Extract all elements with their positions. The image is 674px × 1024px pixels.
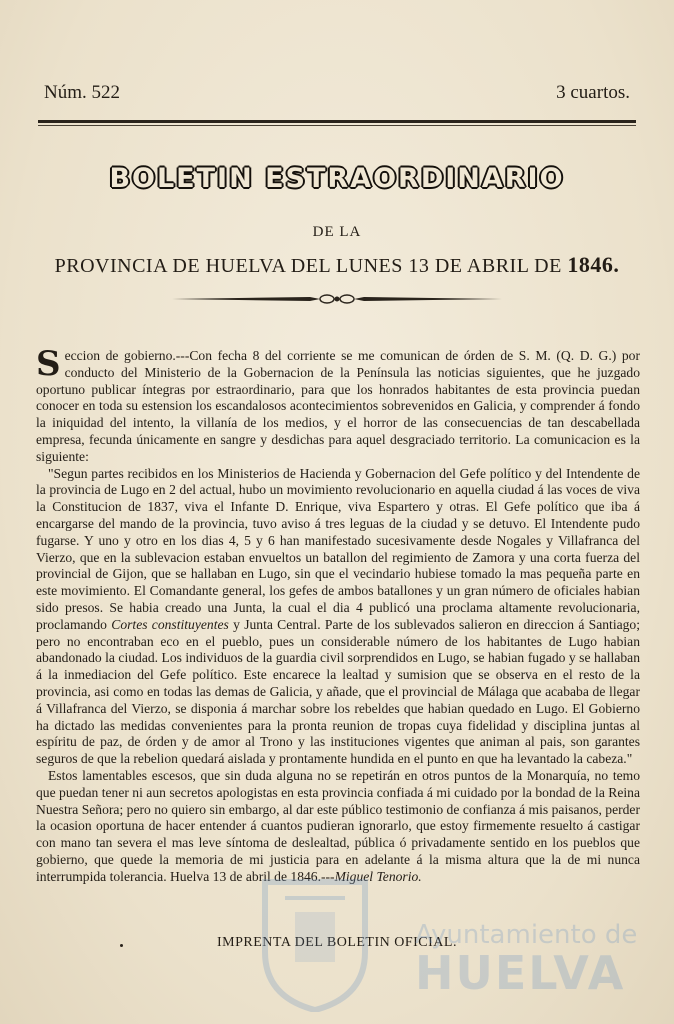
- masthead-de-la: DE LA: [312, 224, 362, 240]
- header-rule-thin: [38, 125, 636, 126]
- watermark-line-2: HUELVA: [415, 946, 626, 1000]
- masthead-title-text: BOLETIN ESTRAORDINARIO: [109, 163, 565, 194]
- header-rule-thick: [38, 120, 636, 123]
- signature: Miguel Tenorio.: [334, 868, 422, 884]
- article-paragraph-1: [36, 344, 640, 466]
- article-paragraph-2: [36, 466, 640, 768]
- issue-number: Núm. 522: [44, 82, 120, 103]
- article-paragraph-3: [36, 768, 640, 886]
- paragraph-3-text: Estos lamentables escesos, que sin duda alguna no se repetirán en otros puntos de la Monarquía, no temo que puedan tener ni aun secretos apologistas en esta provincia confiada á mi cuidado por la bondad de la Reina Nuestra Señora; pero no quiero sin embargo, al dar este público testimonio de confianza á mis paisanos, perder la ocasion oportuna de hacer entender á cuantos pudieran ignorarlo, que estoy firmemente resuelto á castigar con mano tan severa el mas leve síntoma de deslealtad, pública ó privadamente sentido en los pueblos que gobierno, que quede la memoria de mi justicia para en adelante á la misma altura que la de mi nunca interrumpida tolerancia. Huelva 13 de abril de 1846.---: [36, 767, 640, 884]
- province-line-text: PROVINCIA DE HUELVA DEL LUNES 13 DE ABRIL DE: [54, 255, 562, 277]
- drop-cap: S: [36, 344, 61, 384]
- issue-header: [44, 82, 630, 104]
- masthead-province-line: [0, 252, 674, 278]
- masthead-title: [0, 163, 674, 194]
- watermark-line-1: Ayuntamiento de: [415, 920, 638, 950]
- paragraph-2-italic: Cortes constituyentes: [111, 616, 229, 632]
- masthead-year: 1846.: [567, 252, 620, 277]
- article-body: [36, 344, 641, 886]
- ornament-divider: [170, 290, 504, 308]
- page-speck: [120, 944, 123, 947]
- paragraph-2-text-a: "Segun partes recibidos en los Ministerios de Hacienda y Gobernacion del Gefe político y del Intendente de la provincia de Lugo en 2 del actual, hubo un movimiento revolucionario en aquella ciudad á las voces de viva la Constitucion de 1837, viva el Infante D. Enrique, viva Espartero y otras. El Gefe político que iba á encargarse del mando de la provincia, tuvo aviso á tres leguas de la ciudad y se detuvo. El Intendente pudo fugarse. Y uno y otro en los dias 4, 5 y 6 han manifestado sucesivamente desde Nogales y Villafranca del Vierzo, que en la sublevacion estaban envueltos un batallon del regimiento de Zamora y una corta fuerza del provincial de Gijon, que se hallaban en Lugo, sin que el vecindario hubiese tomado la mas pequeña parte en este movimiento. El Comandante general, los gefes de ambos batallones y un gran número de oficiales habian sido presos. Se habia creado una Junta, la cual el dia 4 publicó una proclama altamente revolucionaria, proclamando: [36, 465, 640, 632]
- printer-footer: IMPRENTA DEL BOLETIN OFICIAL.: [217, 935, 457, 950]
- issue-price: 3 cuartos.: [556, 82, 630, 103]
- paragraph-1-text: eccion de gobierno.---Con fecha 8 del corriente se me comunican de órden de S. M. (Q. D. G.) por conducto del Ministerio de la Gobernacion de la Península las noticias siguientes, que he juzgado oportuno publicar íntegras por estraordinario, para que los honrados habitantes de esta provincia puedan conocer en toda su estension los escandalosos acontecimientos sobrevenidos en Galicia, y comprender á fondo la iniquidad del intento, la villanía de los medios, y el horror de las consecuencias de tan descabellada empresa, fecunda únicamente en sangre y desdichas para aquel desgraciado territorio. La comunicacion es la siguiente:: [36, 348, 640, 464]
- paragraph-2-text-b: y Junta Central. Parte de los sublevados salieron en direccion á Santiago; pero no encontraban eco en el pueblo, pues un considerable número de los habitantes de Lugo habian abandonado la ciudad. Los individuos de la guardia civil sorprendidos en Lugo, se habian fugado y se hallaban á la inmediacion del Gefe político. Este encarece la lealtad y sumision que se observa en el resto de la provincia, asi como en todas las demas de Galicia, y añade, que el provincial de Málaga que acababa de llegar á Villafranca del Vierzo, se disponia á marchar sobre los rebeldes que habian quedado en Lugo. El Gobierno ha dictado las medidas convenientes para la pronta reunion de tropas cuya fidelidad y disciplina juntas al espíritu de paz, de órden y de amor al Trono y las instituciones vigentes que animan al pais, son garantes seguros de que la rebelion quedará aislada y prontamente hundida en el punto en que ha levantado la cabeza.": [36, 616, 641, 767]
